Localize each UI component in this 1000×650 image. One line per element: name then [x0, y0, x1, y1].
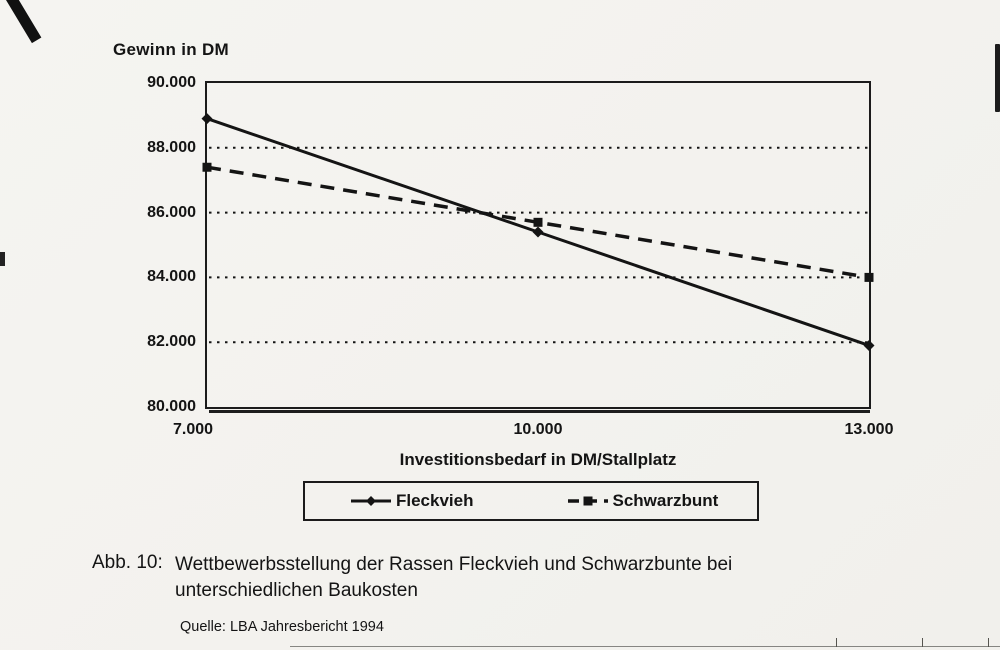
scan-bottom-tick — [836, 638, 837, 647]
y-tick-label: 80.000 — [147, 398, 196, 415]
y-tick-label: 82.000 — [147, 333, 196, 351]
scan-corner-artifact — [0, 0, 41, 43]
x-tick-label: 7.000 — [172, 421, 214, 438]
legend-entry-schwarzbunt — [568, 491, 719, 511]
chart-canvas — [207, 83, 869, 407]
x-axis-shadow-line — [209, 410, 870, 413]
y-tick-label: 86.000 — [147, 203, 196, 221]
legend-box — [303, 481, 759, 521]
legend-label: Schwarzbunt — [612, 491, 719, 510]
y-tick-label: 84.000 — [147, 268, 196, 286]
dashed-line-square-marker-icon — [568, 495, 608, 507]
legend-entry-fleckvieh — [351, 491, 474, 511]
figure-number: Abb. 10: — [92, 552, 163, 573]
x-axis-title: Investitionsbedarf in DM/Stallplatz — [399, 450, 677, 469]
x-tick-label: 10.000 — [513, 421, 563, 438]
square-marker — [534, 218, 543, 227]
y-axis-title: Gewinn in DM — [113, 40, 229, 59]
square-marker — [203, 163, 212, 172]
x-tick-label: 13.000 — [844, 421, 894, 438]
square-marker — [865, 273, 874, 282]
scan-edge-artifact — [995, 44, 1000, 112]
figure-caption: Wettbewerbsstellung der Rassen Fleckvieh und Schwarzbunte bei unterschiedlichen Baukosten — [175, 554, 733, 601]
plot-area — [205, 81, 871, 409]
scan-bottom-tick — [988, 638, 989, 647]
scan-edge-artifact — [0, 252, 5, 266]
diamond-marker — [533, 227, 544, 238]
y-tick-label: 90.000 — [147, 74, 196, 91]
solid-line-diamond-marker-icon — [351, 495, 391, 507]
source-note: Quelle: LBA Jahresbericht 1994 — [180, 619, 384, 635]
y-tick-label: 88.000 — [147, 138, 196, 156]
diamond-marker — [202, 113, 213, 124]
legend-label: Fleckvieh — [396, 491, 474, 510]
scan-bottom-edge-line — [290, 646, 1000, 647]
scan-bottom-tick — [922, 638, 923, 647]
